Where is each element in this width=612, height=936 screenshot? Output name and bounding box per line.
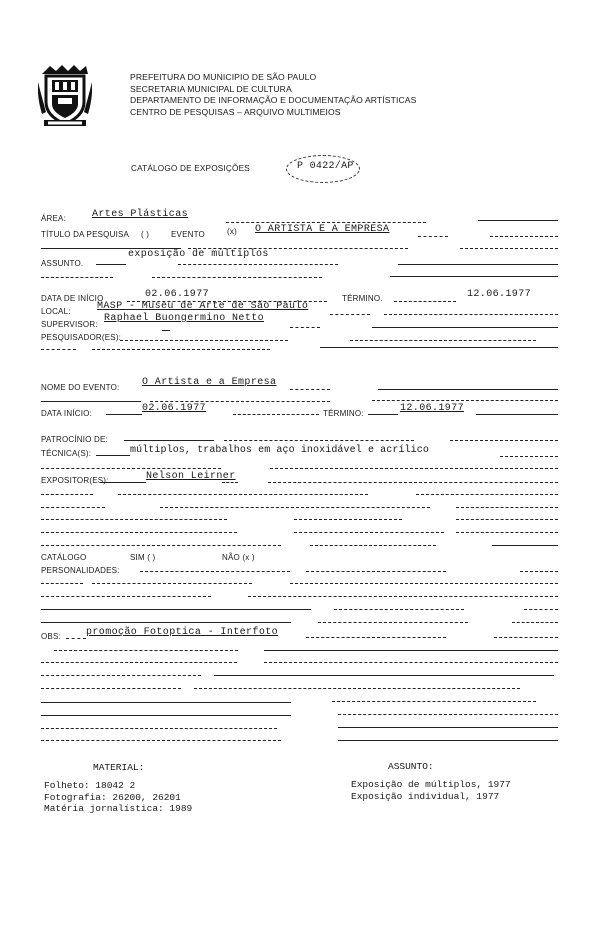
catalogo-label: CATÁLOGO (41, 553, 87, 562)
form-blank-line (41, 583, 83, 584)
header-line-departamento: DEPARTAMENTO DE INFORMAÇÃO E DOCUMENTAÇÃO ARTÍSTICAS (130, 95, 417, 105)
form-blank-line (106, 414, 142, 415)
evento-value: O ARTISTA E A EMPRESA (255, 224, 390, 235)
form-blank-line (310, 545, 436, 546)
form-blank-line (118, 494, 368, 495)
expositores-value: Nelson Leirner (146, 471, 236, 482)
local-value: MASP - Museu de Arte de São Paulo (97, 301, 309, 312)
form-blank-line (41, 277, 113, 278)
form-blank-line (450, 440, 558, 441)
header-line-centro: CENTRO DE PESQUISAS – ARQUIVO MULTIMEIOS (130, 106, 341, 117)
form-blank-line (320, 347, 558, 348)
catalogo-sim-checkbox: SIM ( ) (130, 553, 156, 562)
nome-evento-value: O Artista e a Empresa (142, 377, 277, 388)
form-blank-line (384, 314, 558, 315)
form-blank-line (390, 276, 558, 277)
form-blank-line (306, 571, 446, 572)
form-blank-line (476, 414, 558, 415)
form-blank-line (290, 389, 330, 390)
evento-label: EVENTO (171, 230, 205, 239)
tecnicas-label: TÉCNICA(S): (41, 449, 92, 458)
material-fotografia: Fotografia: 26200, 26201 (44, 791, 181, 803)
form-blank-line (512, 622, 558, 623)
form-blank-line (398, 264, 558, 265)
form-blank-line (290, 327, 320, 328)
form-blank-line (494, 637, 558, 638)
form-blank-line (290, 583, 558, 584)
form-blank-line (41, 349, 76, 350)
form-blank-line (372, 400, 558, 401)
form-blank-line (92, 349, 270, 350)
form-blank-line (394, 301, 456, 302)
form-blank-line (233, 414, 319, 415)
form-blank-line (524, 609, 558, 610)
assunto-item-individual: Exposição individual, 1977 (351, 790, 500, 802)
form-blank-line (264, 650, 558, 651)
form-blank-line (372, 327, 558, 328)
termino2-value: 12.06.1977 (400, 403, 465, 414)
material-list (44, 780, 192, 815)
form-blank-line (222, 482, 238, 483)
form-blank-line (162, 330, 170, 331)
form-blank-line (41, 675, 201, 676)
form-blank-line (338, 714, 558, 715)
form-blank-line (492, 545, 558, 546)
form-blank-line (294, 519, 402, 520)
material-title: MATERIAL: (93, 762, 145, 773)
form-blank-line (418, 236, 448, 237)
form-blank-line (41, 702, 291, 703)
supervisor-value: Raphael Buongermino Netto (104, 313, 265, 324)
form-blank-line (178, 264, 338, 265)
material-materia-jornalistica: Matéria jornalística: 1989 (44, 803, 193, 814)
form-blank-line (54, 650, 238, 651)
nome-evento-label: NOME DO EVENTO: (41, 383, 120, 392)
patrocinio-label: PATROCÍNIO DE: (41, 435, 108, 444)
form-blank-line (456, 532, 558, 533)
form-blank-line (318, 622, 468, 623)
titulo-pesquisa-label: TÍTULO DA PESQUISA (41, 230, 130, 239)
form-blank-line (41, 532, 237, 533)
data-inicio-value: 02.06.1977 (145, 289, 210, 300)
form-blank-line (41, 728, 277, 729)
catalog-code: P 0422/AP (297, 161, 354, 172)
data-inicio2-label: DATA INÍCIO: (41, 409, 92, 418)
termino-label: TÉRMINO. (342, 294, 383, 303)
area-label: ÁREA: (41, 214, 67, 223)
form-blank-line (120, 340, 288, 341)
form-blank-line (160, 507, 430, 508)
institution-header (130, 72, 416, 118)
form-blank-line (41, 519, 227, 520)
form-blank-line (338, 727, 558, 728)
form-blank-line (152, 277, 322, 278)
assunto-value: exposição de múltiplos (128, 249, 269, 260)
termino2-label: TÉRMINO: (323, 409, 364, 418)
assunto-label: ASSUNTO. (41, 259, 84, 268)
form-blank-line (124, 440, 214, 441)
form-blank-line (224, 440, 414, 441)
form-blank-line (350, 340, 536, 341)
form-blank-line (416, 494, 558, 495)
form-blank-line (41, 401, 141, 402)
data-inicio2-value: 02.06.1977 (142, 403, 207, 414)
expositores-label: EXPOSITOR(ES): (41, 476, 109, 485)
form-blank-line (140, 571, 290, 572)
form-blank-line (226, 222, 426, 223)
pesquisadores-label: PESQUISADOR(ES): (41, 333, 122, 342)
obs-label: OBS: (41, 632, 61, 641)
form-blank-line (41, 507, 105, 508)
form-blank-line (490, 236, 558, 237)
evento-checkbox: (x) (227, 227, 237, 236)
local-label: LOCAL: (41, 307, 71, 316)
form-blank-line (96, 264, 126, 265)
form-blank-line (41, 688, 181, 689)
form-blank-line (460, 248, 558, 249)
form-blank-line (41, 715, 291, 716)
form-blank-line (150, 401, 330, 402)
assunto-item-multiplos: Exposição de múltiplos, 1977 (351, 779, 511, 790)
form-blank-line (41, 662, 237, 663)
form-blank-line (338, 740, 558, 741)
form-blank-line (270, 468, 558, 469)
tecnicas-value: múltiplos, trabalhos em aço inoxidável e acrílico (130, 445, 429, 456)
titulo-pesquisa-checkbox: ( ) (141, 230, 150, 239)
form-blank-line (41, 740, 281, 741)
form-blank-line (368, 414, 398, 415)
form-blank-line (478, 220, 558, 221)
material-folheto: Folheto: 18042 2 (44, 780, 136, 791)
personalidades-label: PERSONALIDADES: (41, 566, 120, 575)
form-blank-line (214, 675, 554, 676)
form-blank-line (268, 482, 558, 483)
form-blank-line (456, 519, 558, 520)
catalogo-nao-checkbox: NÃO (x ) (222, 553, 255, 562)
catalog-title: CATÁLOGO DE EXPOSIÇÕES (131, 164, 250, 173)
form-blank-line (41, 494, 93, 495)
assunto-footer-list (351, 779, 511, 802)
form-blank-line (294, 532, 444, 533)
form-blank-line (306, 637, 446, 638)
supervisor-label: SUPERVISOR: (41, 320, 98, 329)
form-blank-line (330, 314, 370, 315)
form-blank-line (520, 571, 558, 572)
form-blank-line (100, 482, 146, 483)
form-blank-line (248, 596, 558, 597)
header-line-prefeitura: PREFEITURA DO MUNICIPIO DE SÃO PAULO (130, 72, 317, 82)
header-line-secretaria: SECRETARIA MUNICIPAL DE CULTURA (130, 83, 292, 94)
termino-value: 12.06.1977 (467, 289, 532, 300)
form-blank-line (378, 389, 558, 390)
form-blank-line (194, 688, 520, 689)
form-blank-line (500, 456, 558, 457)
form-blank-line (41, 622, 291, 623)
city-seal-logo (38, 62, 92, 128)
form-blank-line (264, 662, 558, 663)
form-blank-line (332, 701, 536, 702)
obs-value: promoção Fotoptica - Interfoto (86, 627, 279, 638)
data-inicio-label: DATA DE INÍCIO (41, 294, 104, 303)
form-blank-line (96, 455, 130, 456)
form-blank-line (92, 583, 252, 584)
form-blank-line (41, 609, 311, 610)
assunto-footer-title: ASSUNTO: (388, 761, 434, 772)
form-blank-line (41, 468, 221, 469)
form-blank-line (334, 609, 464, 610)
area-value: Artes Plásticas (92, 209, 189, 220)
form-blank-line (41, 596, 211, 597)
form-blank-line (456, 507, 558, 508)
form-blank-line (66, 638, 86, 639)
form-blank-line (41, 545, 281, 546)
